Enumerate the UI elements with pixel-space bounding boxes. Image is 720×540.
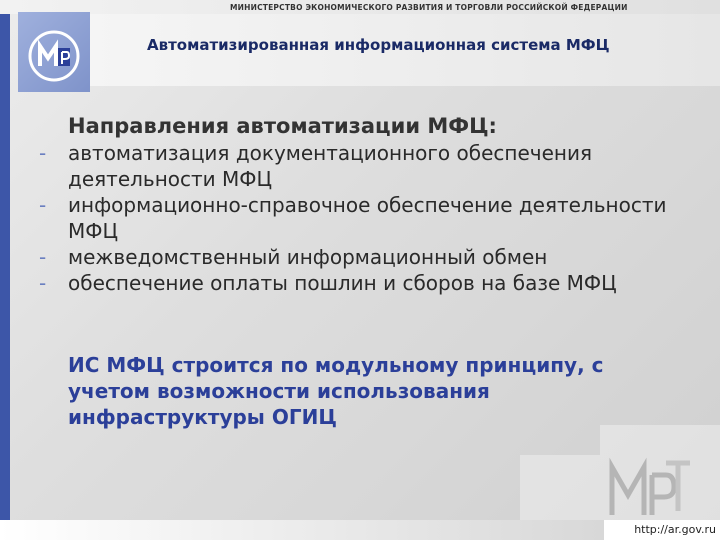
list-item: - обеспечение оплаты пошлин и сборов на базе МФЦ [39, 271, 617, 295]
page-title: Автоматизированная информационная система МФЦ [147, 36, 610, 54]
bullet-list [39, 140, 682, 296]
section-heading: Направления автоматизации МФЦ: [68, 114, 497, 138]
mert-logo-icon [18, 12, 90, 92]
ministry-name: МИНИСТЕРСТВО ЭКОНОМИЧЕСКОГО РАЗВИТИЯ И ТОРГОВЛИ РОССИЙСКОЙ ФЕДЕРАЦИИ [230, 3, 628, 12]
footer-url[interactable]: http://ar.gov.ru [604, 520, 720, 540]
main-content [39, 112, 682, 296]
list-item: - информационно-справочное обеспечение деятельности МФЦ [39, 193, 667, 243]
decorative-square [520, 455, 600, 520]
bullet-marker: - [39, 193, 47, 217]
list-item: - межведомственный информационный обмен [39, 245, 548, 269]
footer-bar [0, 520, 604, 540]
watermark-logo-icon [604, 455, 694, 520]
logo-box [18, 12, 90, 92]
info-note: ИС МФЦ строится по модульному принципу, с учетом возможности использования инфраструктуры ОГИЦ [68, 353, 604, 429]
left-accent-stripe [0, 0, 10, 540]
bullet-marker: - [39, 271, 47, 295]
bullet-marker: - [39, 141, 47, 165]
list-item: - автоматизация документационного обеспечения деятельности МФЦ [39, 141, 592, 191]
bullet-marker: - [39, 245, 47, 269]
